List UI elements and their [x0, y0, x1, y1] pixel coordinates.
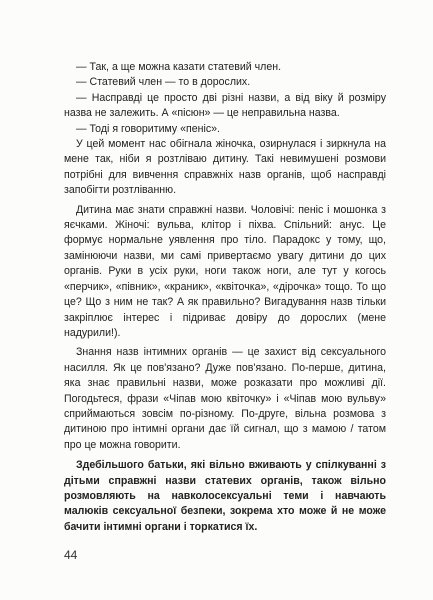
paragraph-woman-passing: У цей момент нас обігнала жіночка, озирнулася і зиркнула на мене так, ніби я розтліваю дитину. Такі невимушені розмови потрібні для вивчення справжніх назв органів, щоб насправді запобігти розтліванню.: [64, 138, 386, 197]
page-number: 44: [64, 548, 78, 562]
paragraph-real-names: Дитина має знати справжні назви. Чоловічі: пеніс і мошонка з яєчками. Жіночі: вульва, клітор і піхва. Спільний: анус. Це формує нормальне уявлення про тіло. Парадокс у тому, що, замінюючи назви, ми самі привертаємо увагу дитини до цих органів. Руки в усіх руки, ноги також ноги, але тут у когось «перчик», «півник», «краник», «квіточка», «дірочка» тощо. То що це? Що з ним не так? А як правильно? Вигадування назв тільки закріплює інтерес і підриває довіру до дорослих (мене надурили!).: [64, 203, 386, 339]
paragraph-dialogue-3: — Насправді це просто дві різні назви, а від віку й розміру назва не залежить. А «пісюн» — це неправильна назва.: [64, 91, 386, 120]
paragraph-dialogue-4: — Тоді я говоритиму «пеніс».: [76, 122, 220, 135]
paragraph-protection: Знання назв інтимних органів — це захист від сексуального насилля. Як це пов'язано? Дуже пов'язано. По-перше, дитина, яка знає правильні назви, може розказати про можливі дії. Погодьтеся, фрази «Чіпав мою квіточку» і «Чіпав мою вульву» сприймаються зовсім по-різному. По-друге, вільна розмова з дитиною про інтимні органи дає їй сигнал, що з мамою / татом про це можна говорити.: [64, 346, 386, 451]
body-text: [64, 60, 386, 535]
paragraph-dialogue-2: — Статевий член — то в дорослих.: [76, 76, 251, 89]
paragraph-parents-summary: Здебільшого батьки, які вільно вживають у спілкуванні з дітьми справжні назви статевих органів, також вільно розмовляють на навколосексуальні теми і навчають малюків сексуальної безпеки, зокрема хто може й не може бачити інтимні органи і торкатися їх.: [64, 459, 386, 533]
paragraph-dialogue-1: — Так, а ще можна казати статевий член.: [76, 61, 282, 73]
